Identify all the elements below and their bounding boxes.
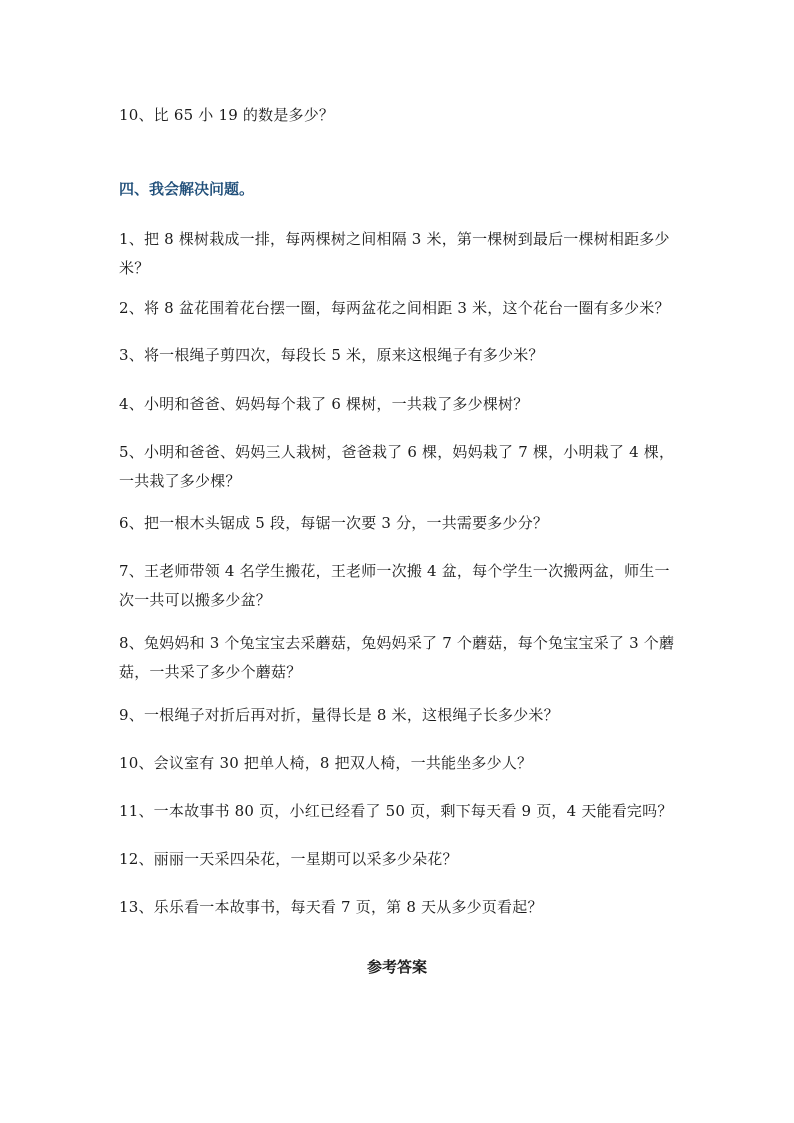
problem-1: 1、把 8 棵树栽成一排，每两棵树之间相隔 3 米，第一棵树到最后一棵树相距多少米？: [119, 230, 670, 277]
answers-title: 参考答案: [366, 958, 427, 976]
problem-6: 6、把一根木头锯成 5 段，每锯一次要 3 分，一共需要多少分？: [119, 514, 549, 532]
problem-12: 12、丽丽一天采四朵花，一星期可以采多少朵花？: [119, 850, 458, 868]
problem-5: 5、小明和爸爸、妈妈三人栽树，爸爸栽了 6 棵，妈妈栽了 7 棵，小明栽了 4 棵，一共栽了多少棵？: [119, 443, 675, 490]
section-title: 四、我会解决问题。: [119, 180, 255, 198]
problem-13: 13、乐乐看一本故事书，每天看 7 页，第 8 天从多少页看起？: [119, 898, 543, 916]
problem-3: 3、将一根绳子剪四次，每段长 5 米，原来这根绳子有多少米？: [119, 346, 544, 364]
problem-4: 4、小明和爸爸、妈妈每个栽了 6 棵树，一共栽了多少棵树？: [119, 395, 529, 413]
problem-2: 2、将 8 盆花围着花台摆一圈，每两盆花之间相距 3 米，这个花台一圈有多少米？: [119, 299, 670, 317]
prev-question-10: 10、比 65 小 19 的数是多少？: [119, 106, 335, 124]
problem-7: 7、王老师带领 4 名学生搬花，王老师一次搬 4 盆，每个学生一次搬两盆，师生一次一共可以搬多少盆？: [119, 562, 670, 609]
problem-8: 8、兔妈妈和 3 个兔宝宝去采蘑菇，兔妈妈采了 7 个蘑菇，每个兔宝宝采了 3 个蘑菇，一共采了多少个蘑菇？: [119, 634, 675, 681]
problem-11: 11、一本故事书 80 页，小红已经看了 50 页，剩下每天看 9 页，4 天能看完吗？: [119, 802, 673, 820]
problem-10: 10、会议室有 30 把单人椅，8 把双人椅，一共能坐多少人？: [119, 754, 533, 772]
problem-9: 9、一根绳子对折后再对折，量得长是 8 米，这根绳子长多少米？: [119, 706, 559, 724]
